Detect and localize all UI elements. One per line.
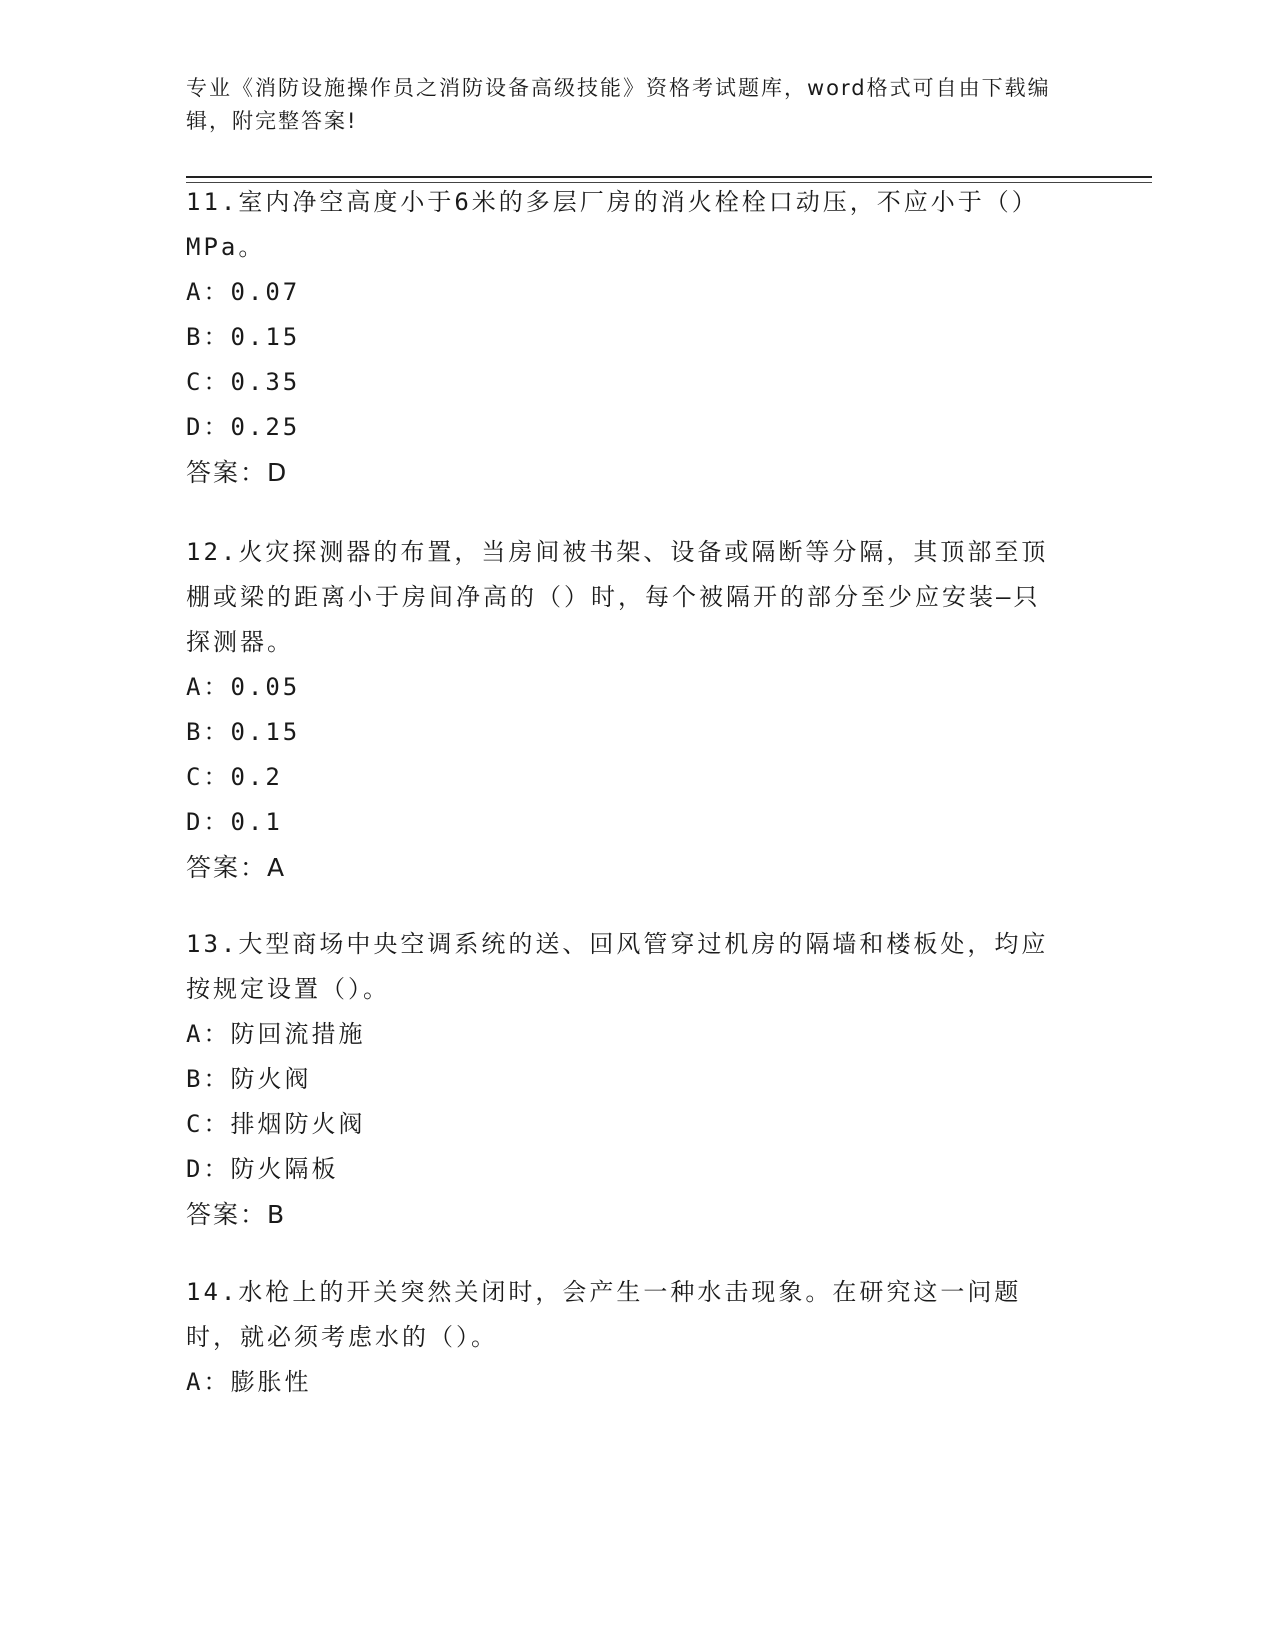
question-text: 12.火灾探测器的布置，当房间被书架、设备或隔断等分隔，其顶部至顶棚或梁的距离小于房间净高的（）时，每个被隔开的部分至少应安装—只探测器。 xyxy=(186,538,1049,656)
option-d: D：防火隔板 xyxy=(186,1155,339,1183)
question-block-14 xyxy=(186,1270,1086,1405)
option-a: A：0.05 xyxy=(186,673,301,701)
answer-line: 答案：A xyxy=(186,853,287,882)
option-b: B：防火阀 xyxy=(186,1065,312,1093)
answer-line: 答案：B xyxy=(186,1200,287,1229)
header-divider xyxy=(186,176,1152,178)
question-block-11 xyxy=(186,180,1086,495)
answer-line: 答案：D xyxy=(186,458,289,487)
option-a: A：膨胀性 xyxy=(186,1368,312,1396)
question-block-12 xyxy=(186,530,1086,890)
question-text: 14.水枪上的开关突然关闭时，会产生一种水击现象。在研究这一问题时，就必须考虑水的（）。 xyxy=(186,1278,1022,1351)
option-a: A：0.07 xyxy=(186,278,301,306)
document-header: 专业《消防设施操作员之消防设备高级技能》资格考试题库，word格式可自由下载编辑，附完整答案! xyxy=(186,76,1051,133)
option-d: D：0.25 xyxy=(186,413,301,441)
question-block-13 xyxy=(186,922,1086,1237)
option-c: C：0.35 xyxy=(186,368,301,396)
option-b: B：0.15 xyxy=(186,323,301,351)
option-c: C：排烟防火阀 xyxy=(186,1110,366,1138)
question-text: 11.室内净空高度小于6米的多层厂房的消火栓栓口动压，不应小于（）MPa。 xyxy=(186,188,1039,261)
question-text: 13.大型商场中央空调系统的送、回风管穿过机房的隔墙和楼板处，均应按规定设置（）。 xyxy=(186,930,1049,1003)
option-b: B：0.15 xyxy=(186,718,301,746)
option-d: D：0.1 xyxy=(186,808,283,836)
option-c: C：0.2 xyxy=(186,763,283,791)
option-a: A：防回流措施 xyxy=(186,1020,366,1048)
